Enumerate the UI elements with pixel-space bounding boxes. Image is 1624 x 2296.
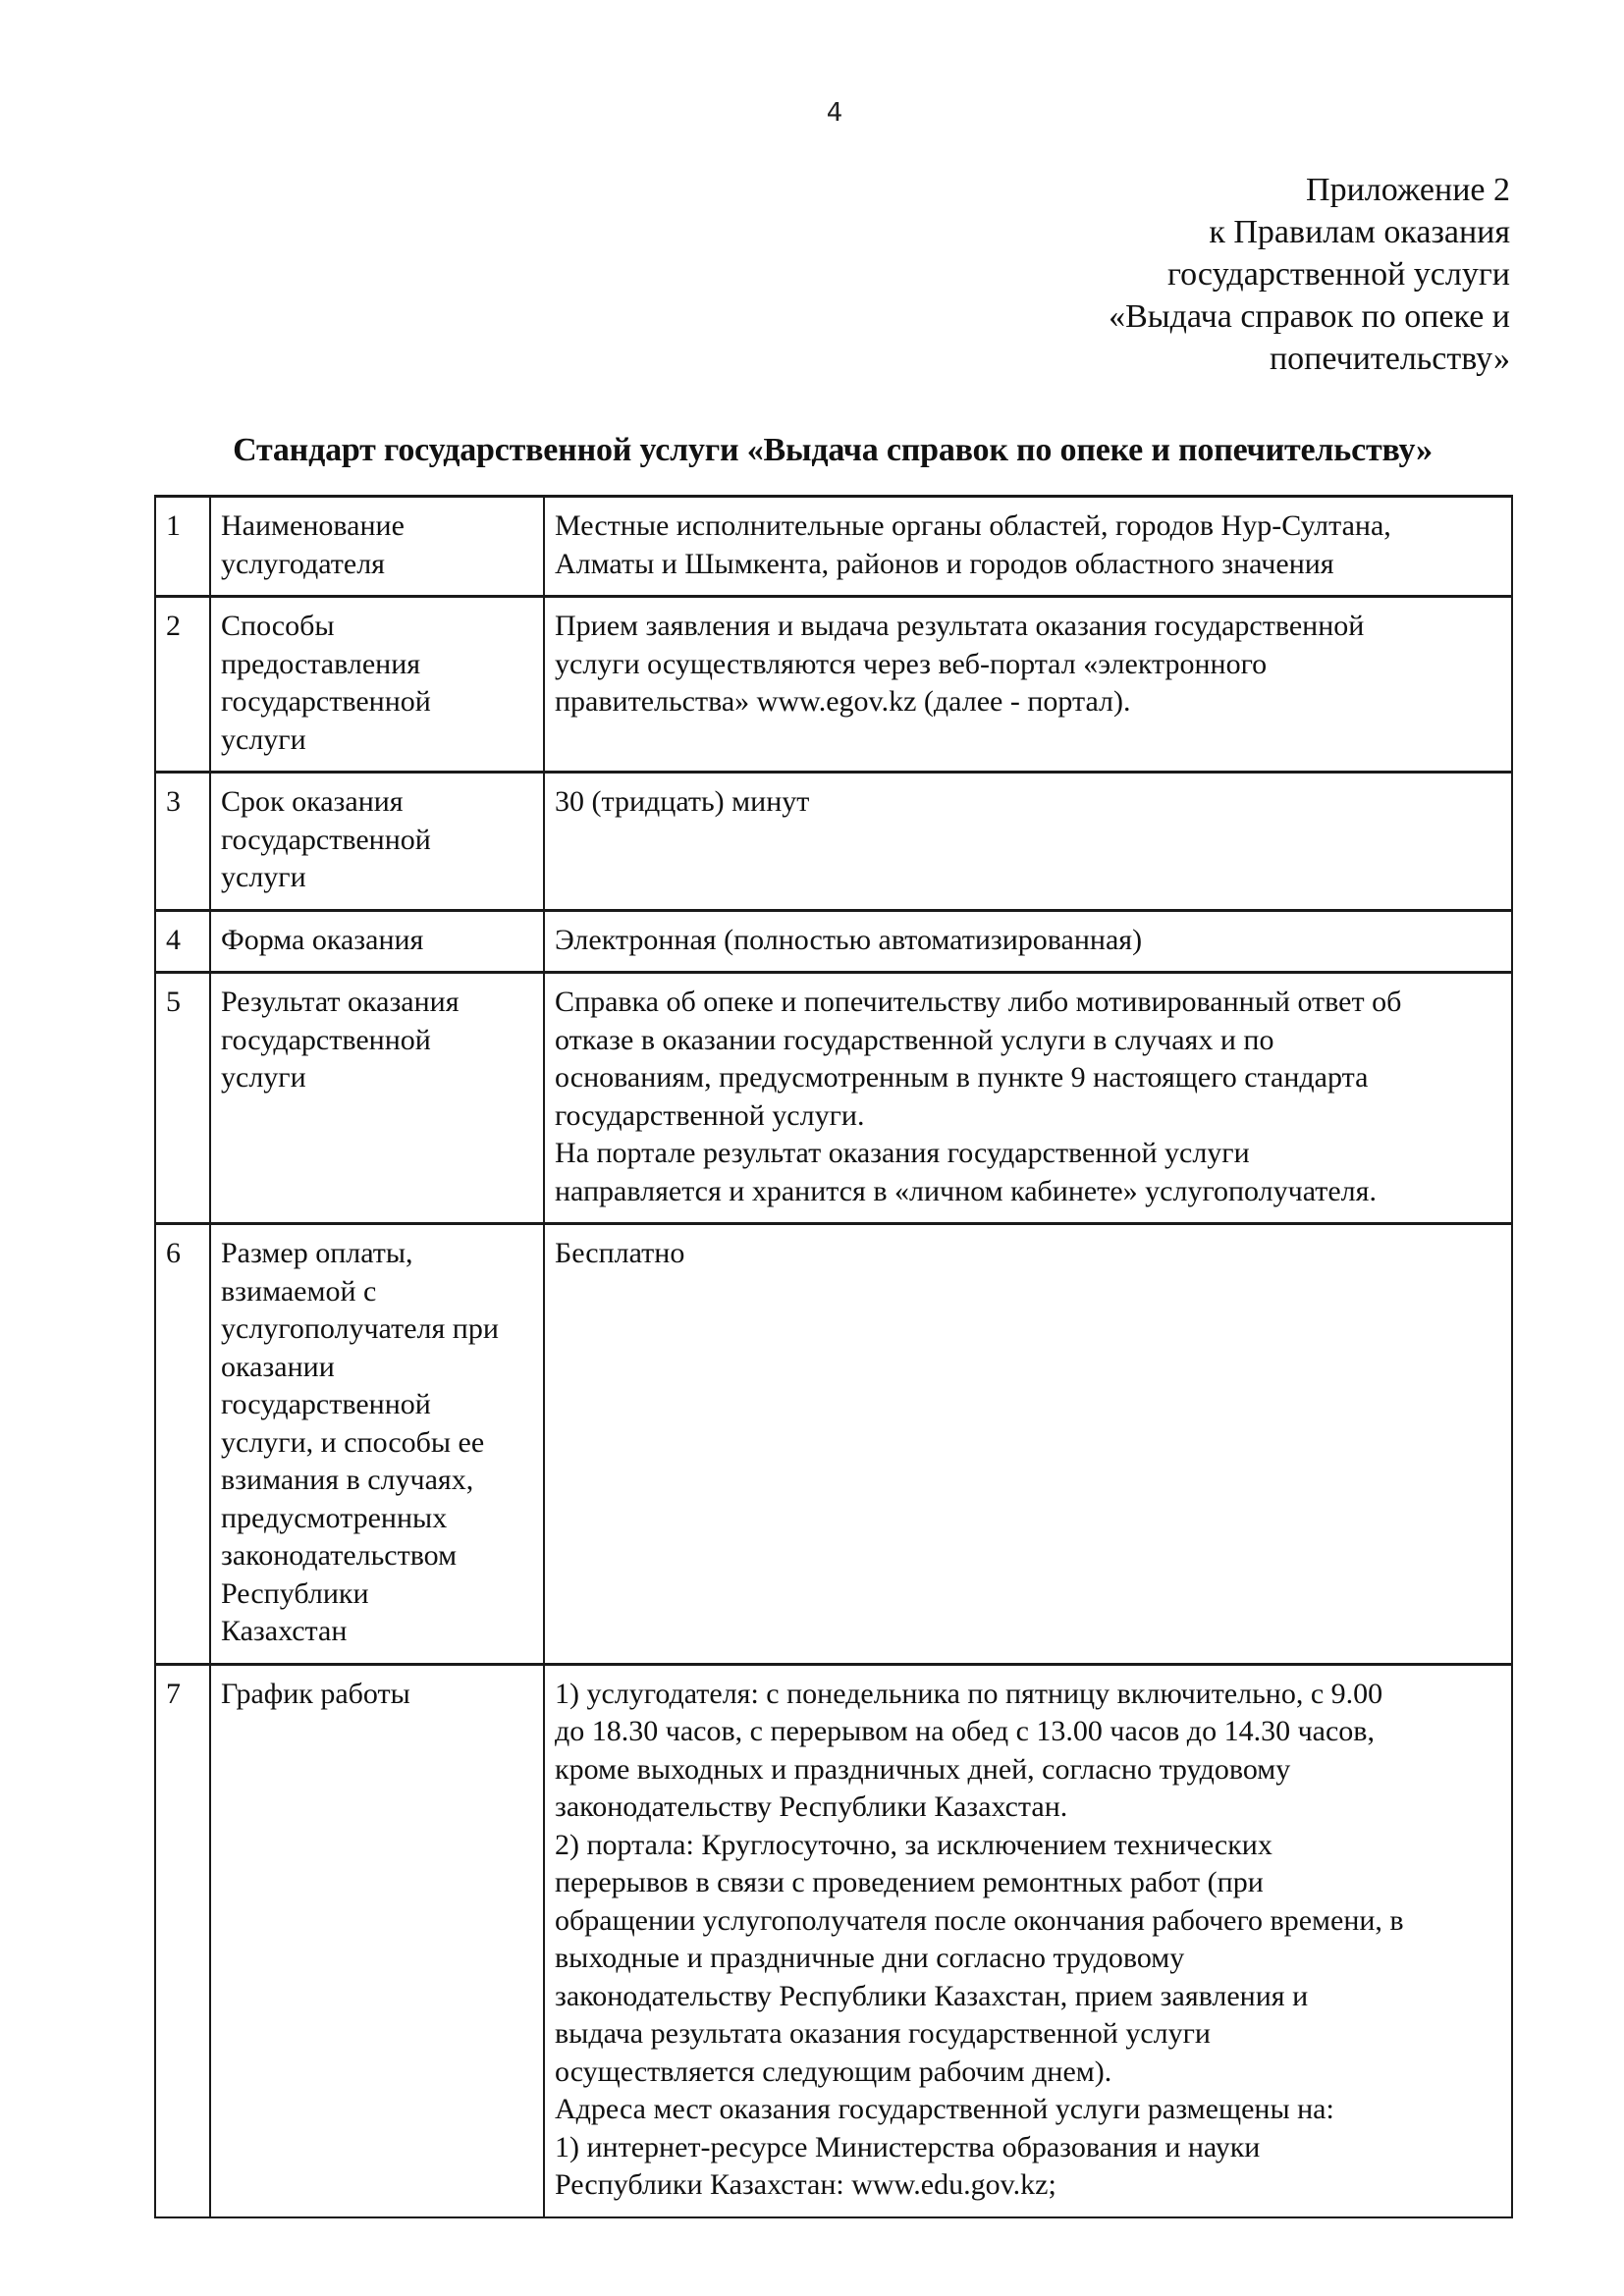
text-line: кроме выходных и праздничных дней, согласно трудовому [555,1752,1291,1786]
row-name [210,973,544,1224]
appendix-header [1109,169,1510,380]
row-value [544,1224,1512,1665]
text-line: законодательством [221,1539,458,1572]
text-line: Республики [221,1576,369,1610]
text-line: выдача результата оказания государственной услуги [555,2017,1211,2050]
text-line: Местные исполнительные органы областей, городов Нур-Султана, [555,509,1391,542]
row-value [544,973,1512,1224]
text-line: Справка об опеке и попечительству либо мотивированный ответ об [555,986,1402,1018]
table-row [155,497,1512,597]
row-name [210,1224,544,1665]
row-value [544,910,1512,973]
text-line: На портале результат оказания государственной услуги [555,1137,1250,1169]
text-line: предусмотренных [221,1501,448,1534]
text-line: 1) интернет-ресурсе Министерства образования и науки [555,2130,1261,2163]
text-line: основаниям, предусмотренным в пункте 9 настоящего стандарта [555,1061,1369,1094]
text-line: Способы [221,610,335,642]
appendix-line: государственной услуги [1166,256,1510,293]
table-row [155,773,1512,911]
table-row [155,1224,1512,1665]
row-value [544,1664,1512,2217]
text-line: услугодателя [221,547,385,580]
page-number: 4 [826,98,843,128]
appendix-line: Приложение 2 [1306,172,1510,208]
text-line: обращении услугополучателя после окончания рабочего времени, в [555,1903,1404,1937]
text-line: Электронная (полностью автоматизированная) [555,923,1143,956]
text-line: услугополучателя при [221,1312,499,1345]
text-line: услуги осуществляются через веб-портал «электронного [555,647,1268,680]
table-row [155,973,1512,1224]
text-line: Казахстан [221,1615,348,1647]
row-name [210,1664,544,2217]
text-line: государственной [221,823,431,856]
table-row [155,597,1512,773]
text-line: 1) услугодателя: с понедельника по пятницу включительно, с 9.00 [555,1677,1383,1710]
table-row [155,910,1512,973]
row-value [544,597,1512,773]
text-line: взимания в случаях, [221,1464,474,1496]
row-number: 4 [155,910,210,973]
text-line: законодательству Республики Казахстан, прием заявления и [555,1979,1309,2012]
row-name [210,910,544,973]
row-number: 3 [155,773,210,911]
text-line: Прием заявления и выдача результата оказания государственной [555,610,1365,642]
text-line: оказании [221,1350,335,1383]
text-line: Алматы и Шымкента, районов и городов областного значения [555,547,1334,580]
text-line: предоставления [221,647,421,680]
row-number: 7 [155,1664,210,2217]
row-name [210,497,544,597]
text-line: График работы [221,1677,410,1710]
text-line: Адреса мест оказания государственной услуги размещены на: [555,2093,1334,2125]
text-line: услуги [221,1061,306,1094]
appendix-line: к Правилам оказания [1209,214,1510,250]
text-line: перерывов в связи с проведением ремонтных работ (при [555,1866,1264,1898]
text-line: направляется и хранится в «личном кабинете» услугополучателя. [555,1174,1377,1207]
row-number: 1 [155,497,210,597]
text-line: Бесплатно [555,1237,685,1269]
row-number: 6 [155,1224,210,1665]
text-line: законодательству Республики Казахстан. [555,1790,1068,1823]
row-number: 5 [155,973,210,1224]
row-value [544,497,1512,597]
table-row [155,1664,1512,2217]
text-line: государственной [221,685,431,718]
appendix-line: попечительству» [1269,341,1510,377]
text-line: услуги [221,861,306,893]
text-line: Размер оплаты, [221,1237,413,1269]
text-line: правительства» www.egov.kz (далее - портал). [555,685,1131,718]
row-number: 2 [155,597,210,773]
text-line: взимаемой с [221,1274,377,1308]
text-line: Результат оказания [221,986,460,1018]
text-line: государственной услуги. [555,1098,865,1132]
text-line: до 18.30 часов, с перерывом на обед с 13.00 часов до 14.30 часов, [555,1715,1375,1747]
text-line: выходные и праздничные дни согласно трудовому [555,1942,1185,1974]
service-standard-table [154,495,1513,2218]
text-line: 2) портала: Круглосуточно, за исключением технических [555,1828,1272,1861]
row-name [210,597,544,773]
text-line: Срок оказания [221,785,404,818]
text-line: Республики Казахстан: www.edu.gov.kz; [555,2168,1056,2201]
text-line: Форма оказания [221,923,424,956]
text-line: государственной [221,1388,431,1420]
text-line: отказе в оказании государственной услуги в случаях и по [555,1023,1274,1056]
appendix-line: «Выдача справок по опеке и [1109,298,1510,335]
text-line: услуги, и способы ее [221,1425,485,1459]
row-name [210,773,544,911]
text-line: осуществляется следующим рабочим днем). [555,2055,1112,2088]
document-title: Стандарт государственной услуги «Выдача справок по опеке и попечительству» [233,432,1433,468]
row-value [544,773,1512,911]
text-line: государственной [221,1023,431,1056]
text-line: 30 (тридцать) минут [555,785,810,818]
text-line: услуги [221,722,306,756]
text-line: Наименование [221,509,405,542]
